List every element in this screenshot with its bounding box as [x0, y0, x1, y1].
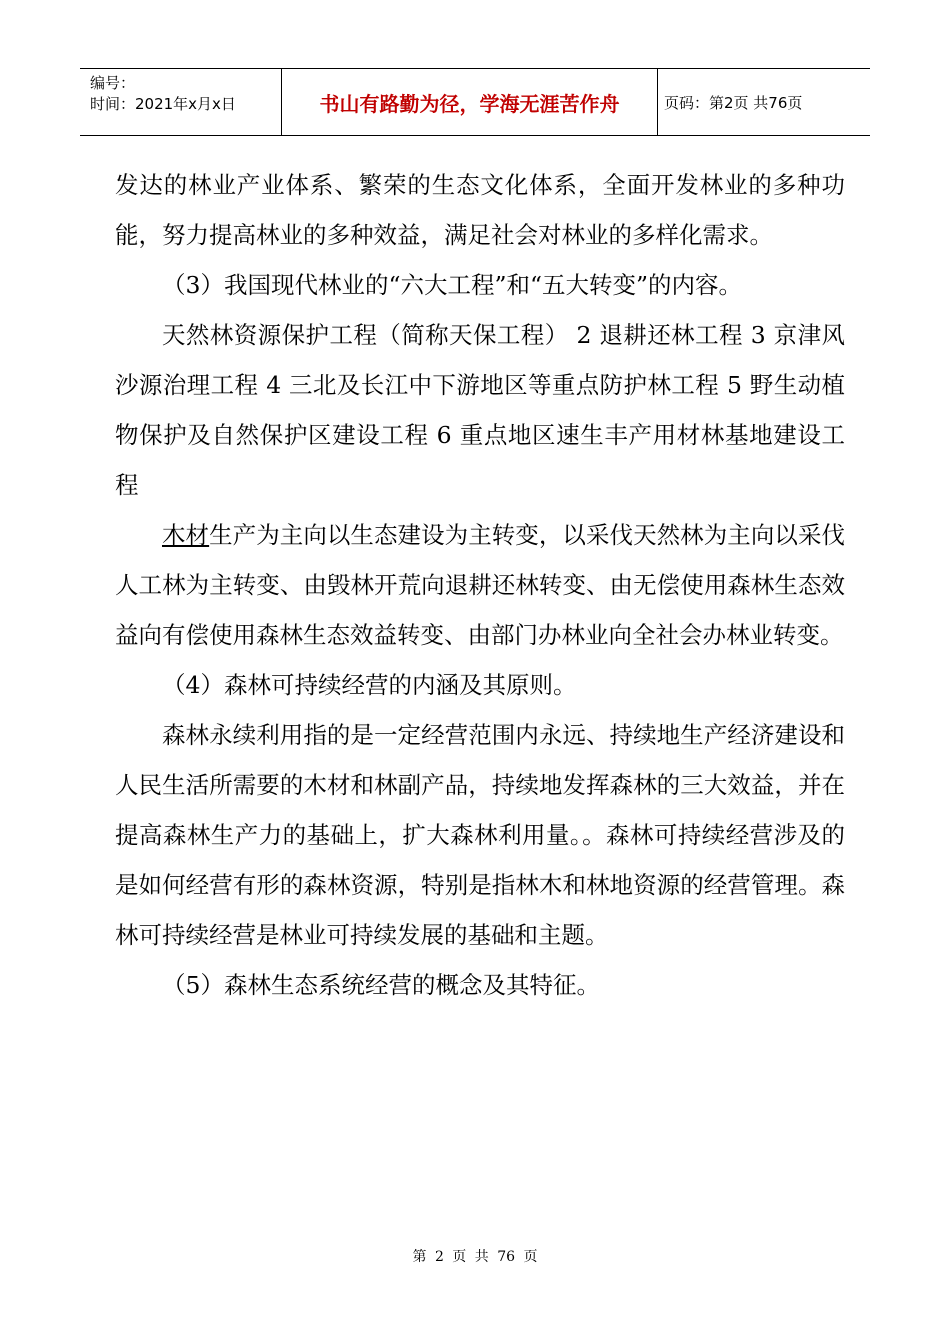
- page-footer: 第 2 页 共 76 页: [412, 1249, 538, 1265]
- document-time-label: 时间：2021年x月x日: [90, 95, 236, 113]
- document-number-label: 编号：: [90, 74, 136, 92]
- paragraph-sustainable-management: 森林永续利用指的是一定经营范围内永远、持续地生产经济建设和人民生活所需要的木材和林副产品，持续地发挥森林的三大效益，并在提高森林生产力的基础上，扩大森林利用量。。森林可持续经营涉及的是如何经营有形的森林资源，特别是指林木和林地资源的经营管理。森林可持续经营是林业可持续发展的基础和主题。: [115, 721, 845, 949]
- page-header: [80, 68, 870, 136]
- paragraph-five-transitions: [115, 510, 845, 660]
- header-page-number: 页码：第2页 共76页: [664, 93, 803, 112]
- header-page-cell: [658, 69, 870, 135]
- paragraph-1: 发达的林业产业体系、繁荣的生态文化体系，全面开发林业的多种功能，努力提高林业的多种效益，满足社会对林业的多样化需求。: [115, 171, 845, 249]
- underlined-term: 木材: [162, 521, 210, 549]
- paragraph-six-projects: 天然林资源保护工程（简称天保工程） 2 退耕还林工程 3 京津风沙源治理工程 4 三北及长江中下游地区等重点防护林工程 5 野生动植物保护及自然保护区建设工程 6 重点地区速生丰产用材林基地建设工程: [115, 321, 845, 499]
- document-body: [115, 160, 845, 1010]
- paragraph-five-transitions-text: 生产为主向以生态建设为主转变，以采伐天然林为主向以采伐人工林为主转变、由毁林开荒向退耕还林转变、由无偿使用森林生态效益向有偿使用森林生态效益转变、由部门办林业向全社会办林业转变。: [115, 521, 846, 649]
- section-heading-4: （4）森林可持续经营的内涵及其原则。: [162, 671, 577, 699]
- section-heading-3: （3）我国现代林业的“六大工程”和“五大转变”的内容。: [162, 271, 743, 299]
- header-motto: 书山有路勤为径，学海无涯苦作舟: [319, 91, 620, 116]
- header-meta-cell: [80, 69, 282, 135]
- section-heading-5: （5）森林生态系统经营的概念及其特征。: [162, 971, 600, 999]
- header-motto-cell: [282, 69, 658, 135]
